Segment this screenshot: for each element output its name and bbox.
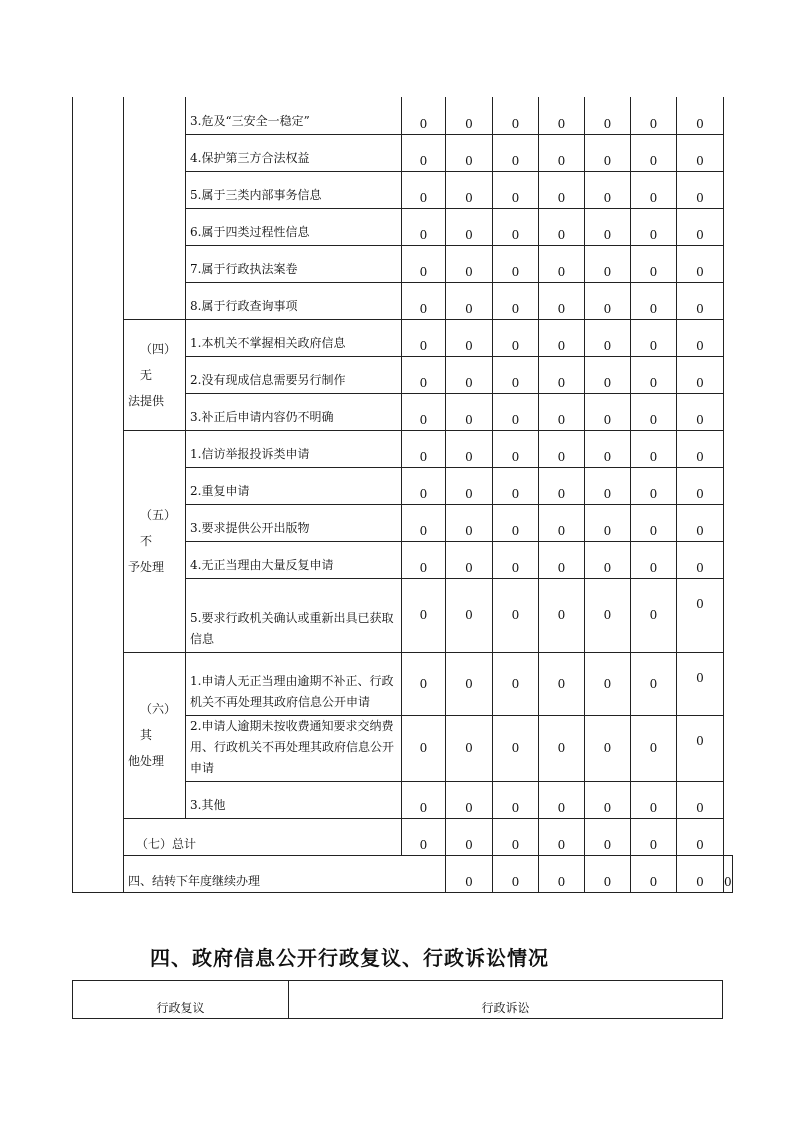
litigation-header: 行政诉讼 [289,981,723,1019]
category-label-line2: 他处理 [128,754,165,768]
cell-value: 0 [631,715,677,781]
cell-value: 0 [539,467,585,504]
cell-value: 0 [446,393,493,430]
row-label: 8.属于行政查询事项 [186,282,402,319]
cell-value: 0 [539,282,585,319]
category-cell-group4 [124,319,186,430]
table-row [73,319,733,356]
cell-value: 0 [585,97,631,134]
cell-value: 0 [539,541,585,578]
cell-value: 0 [446,715,493,781]
row-label: 4.无正当理由大量反复申请 [186,541,402,578]
cell-value: 0 [631,97,677,134]
cell-value: 0 [631,356,677,393]
category-cell-group5 [124,430,186,652]
carryover-label: 四、结转下年度继续办理 [124,855,446,892]
cell-value: 0 [585,467,631,504]
cell-value: 0 [585,319,631,356]
row-label: 2.重复申请 [186,467,402,504]
cell-value: 0 [677,467,724,504]
cell-value: 0 [631,855,677,892]
cell-value: 0 [631,578,677,652]
cell-value: 0 [585,781,631,818]
cell-value: 0 [402,715,446,781]
row-label: 3.要求提供公开出版物 [186,504,402,541]
cell-value: 0 [493,578,539,652]
cell-value: 0 [402,467,446,504]
cell-value: 0 [446,504,493,541]
cell-value: 0 [539,652,585,715]
cell-value: 0 [446,578,493,652]
cell-value: 0 [539,818,585,855]
cell-value: 0 [677,578,724,652]
cell-value: 0 [493,504,539,541]
cell-value: 0 [446,855,493,892]
cell-value: 0 [677,715,724,781]
cell-value: 0 [585,818,631,855]
cell-value: 0 [585,134,631,171]
cell-value: 0 [677,781,724,818]
cell-value: 0 [585,504,631,541]
cell-value: 0 [402,356,446,393]
cell-value: 0 [402,134,446,171]
cell-value: 0 [446,97,493,134]
row-label: 3.危及“三安全一稳定” [186,97,402,134]
cell-value: 0 [493,652,539,715]
row-label: 1.信访举报投诉类申请 [186,430,402,467]
cell-value: 0 [493,171,539,208]
cell-value: 0 [402,393,446,430]
cell-value: 0 [631,541,677,578]
cell-value: 0 [585,541,631,578]
row-label: 2.申请人逾期未按收费通知要求交纳费用、行政机关不再处理其政府信息公开申请 [186,715,402,781]
cell-value: 0 [493,781,539,818]
cell-value: 0 [402,504,446,541]
cell-value: 0 [402,781,446,818]
cell-value: 0 [539,781,585,818]
cell-value: 0 [402,652,446,715]
category-label-line1: （五）不 [140,508,177,548]
row-label: 6.属于四类过程性信息 [186,208,402,245]
table-row [73,430,733,467]
cell-value: 0 [493,245,539,282]
cell-value: 0 [493,430,539,467]
cell-value: 0 [631,393,677,430]
row-label: 3.其他 [186,781,402,818]
cell-value: 0 [585,171,631,208]
cell-value: 0 [631,467,677,504]
cell-value: 0 [446,541,493,578]
cell-value: 0 [493,855,539,892]
category-label-line1: （六）其 [140,702,177,742]
cell-value: 0 [493,208,539,245]
cell-value: 0 [539,171,585,208]
section-title: 四、政府信息公开行政复议、行政诉讼情况 [150,946,549,970]
cell-value: 0 [677,504,724,541]
cell-value: 0 [539,319,585,356]
cell-value: 0 [493,134,539,171]
row-label: 3.补正后申请内容仍不明确 [186,393,402,430]
cell-value: 0 [446,134,493,171]
cell-value: 0 [539,715,585,781]
cell-value: 0 [446,818,493,855]
total-row [73,818,733,855]
cell-value: 0 [585,356,631,393]
cell-value: 0 [677,541,724,578]
cell-value: 0 [493,818,539,855]
cell-value: 0 [446,781,493,818]
row-label: 5.属于三类内部事务信息 [186,171,402,208]
cell-value: 0 [585,855,631,892]
cell-value: 0 [493,319,539,356]
category-cell-group6 [124,652,186,818]
cell-value: 0 [539,430,585,467]
cell-value: 0 [402,541,446,578]
cell-value: 0 [631,208,677,245]
cell-value: 0 [539,356,585,393]
statistics-table [72,97,733,893]
cell-value: 0 [631,245,677,282]
total-label: （七）总计 [124,818,402,855]
category-label-line2: 予处理 [128,560,165,574]
cell-value: 0 [539,578,585,652]
row-label: 4.保护第三方合法权益 [186,134,402,171]
cell-value: 0 [677,134,724,171]
cell-value: 0 [493,715,539,781]
cell-value: 0 [446,356,493,393]
cell-value: 0 [493,97,539,134]
cell-value: 0 [446,319,493,356]
cell-value: 0 [677,319,724,356]
cell-value: 0 [677,171,724,208]
cell-value: 0 [677,818,724,855]
cell-value: 0 [631,319,677,356]
cell-value: 0 [539,245,585,282]
cell-value: 0 [446,430,493,467]
cell-value: 0 [631,818,677,855]
cell-value: 0 [493,393,539,430]
category-label-line1: （四）无 [140,341,177,382]
cell-value: 0 [585,393,631,430]
cell-value: 0 [631,504,677,541]
cell-value: 0 [402,171,446,208]
cell-value: 0 [631,430,677,467]
row-label: 5.要求行政机关确认或重新出具已获取信息 [186,578,402,652]
subcategory-cell [124,97,186,319]
cell-value: 0 [493,467,539,504]
category-label-line2: 法提供 [128,393,165,408]
cell-value: 0 [402,818,446,855]
cell-value: 0 [539,97,585,134]
cell-value: 0 [677,356,724,393]
cell-value: 0 [677,208,724,245]
cell-value: 0 [631,134,677,171]
cell-value: 0 [677,430,724,467]
review-header: 行政复议 [73,981,289,1019]
cell-value: 0 [585,715,631,781]
cell-value: 0 [493,356,539,393]
cell-value: 0 [677,652,724,715]
cell-value: 0 [402,430,446,467]
cell-value: 0 [446,467,493,504]
review-litigation-table [72,980,723,1019]
cell-value: 0 [724,855,733,892]
cell-value: 0 [539,134,585,171]
cell-value: 0 [585,245,631,282]
outer-category-cell [73,97,124,892]
row-label: 1.本机关不掌握相关政府信息 [186,319,402,356]
cell-value: 0 [585,282,631,319]
cell-value: 0 [493,541,539,578]
cell-value: 0 [585,652,631,715]
cell-value: 0 [677,393,724,430]
cell-value: 0 [402,319,446,356]
cell-value: 0 [402,97,446,134]
cell-value: 0 [585,430,631,467]
cell-value: 0 [539,393,585,430]
cell-value: 0 [446,208,493,245]
cell-value: 0 [539,208,585,245]
cell-value: 0 [402,208,446,245]
row-label: 7.属于行政执法案卷 [186,245,402,282]
cell-value: 0 [631,282,677,319]
cell-value: 0 [402,282,446,319]
row-label: 2.没有现成信息需要另行制作 [186,356,402,393]
cell-value: 0 [446,245,493,282]
cell-value: 0 [585,578,631,652]
table-row [73,97,733,134]
cell-value: 0 [402,578,446,652]
cell-value: 0 [677,855,724,892]
cell-value: 0 [585,208,631,245]
cell-value: 0 [631,652,677,715]
cell-value: 0 [446,652,493,715]
table-row [73,652,733,715]
cell-value: 0 [402,245,446,282]
cell-value: 0 [677,97,724,134]
cell-value: 0 [677,282,724,319]
carryover-row [73,855,733,892]
cell-value: 0 [539,504,585,541]
cell-value: 0 [677,245,724,282]
row-label: 1.申请人无正当理由逾期不补正、行政机关不再处理其政府信息公开申请 [186,652,402,715]
cell-value: 0 [631,171,677,208]
cell-value: 0 [446,171,493,208]
cell-value: 0 [539,855,585,892]
cell-value: 0 [631,781,677,818]
cell-value: 0 [493,282,539,319]
cell-value: 0 [446,282,493,319]
